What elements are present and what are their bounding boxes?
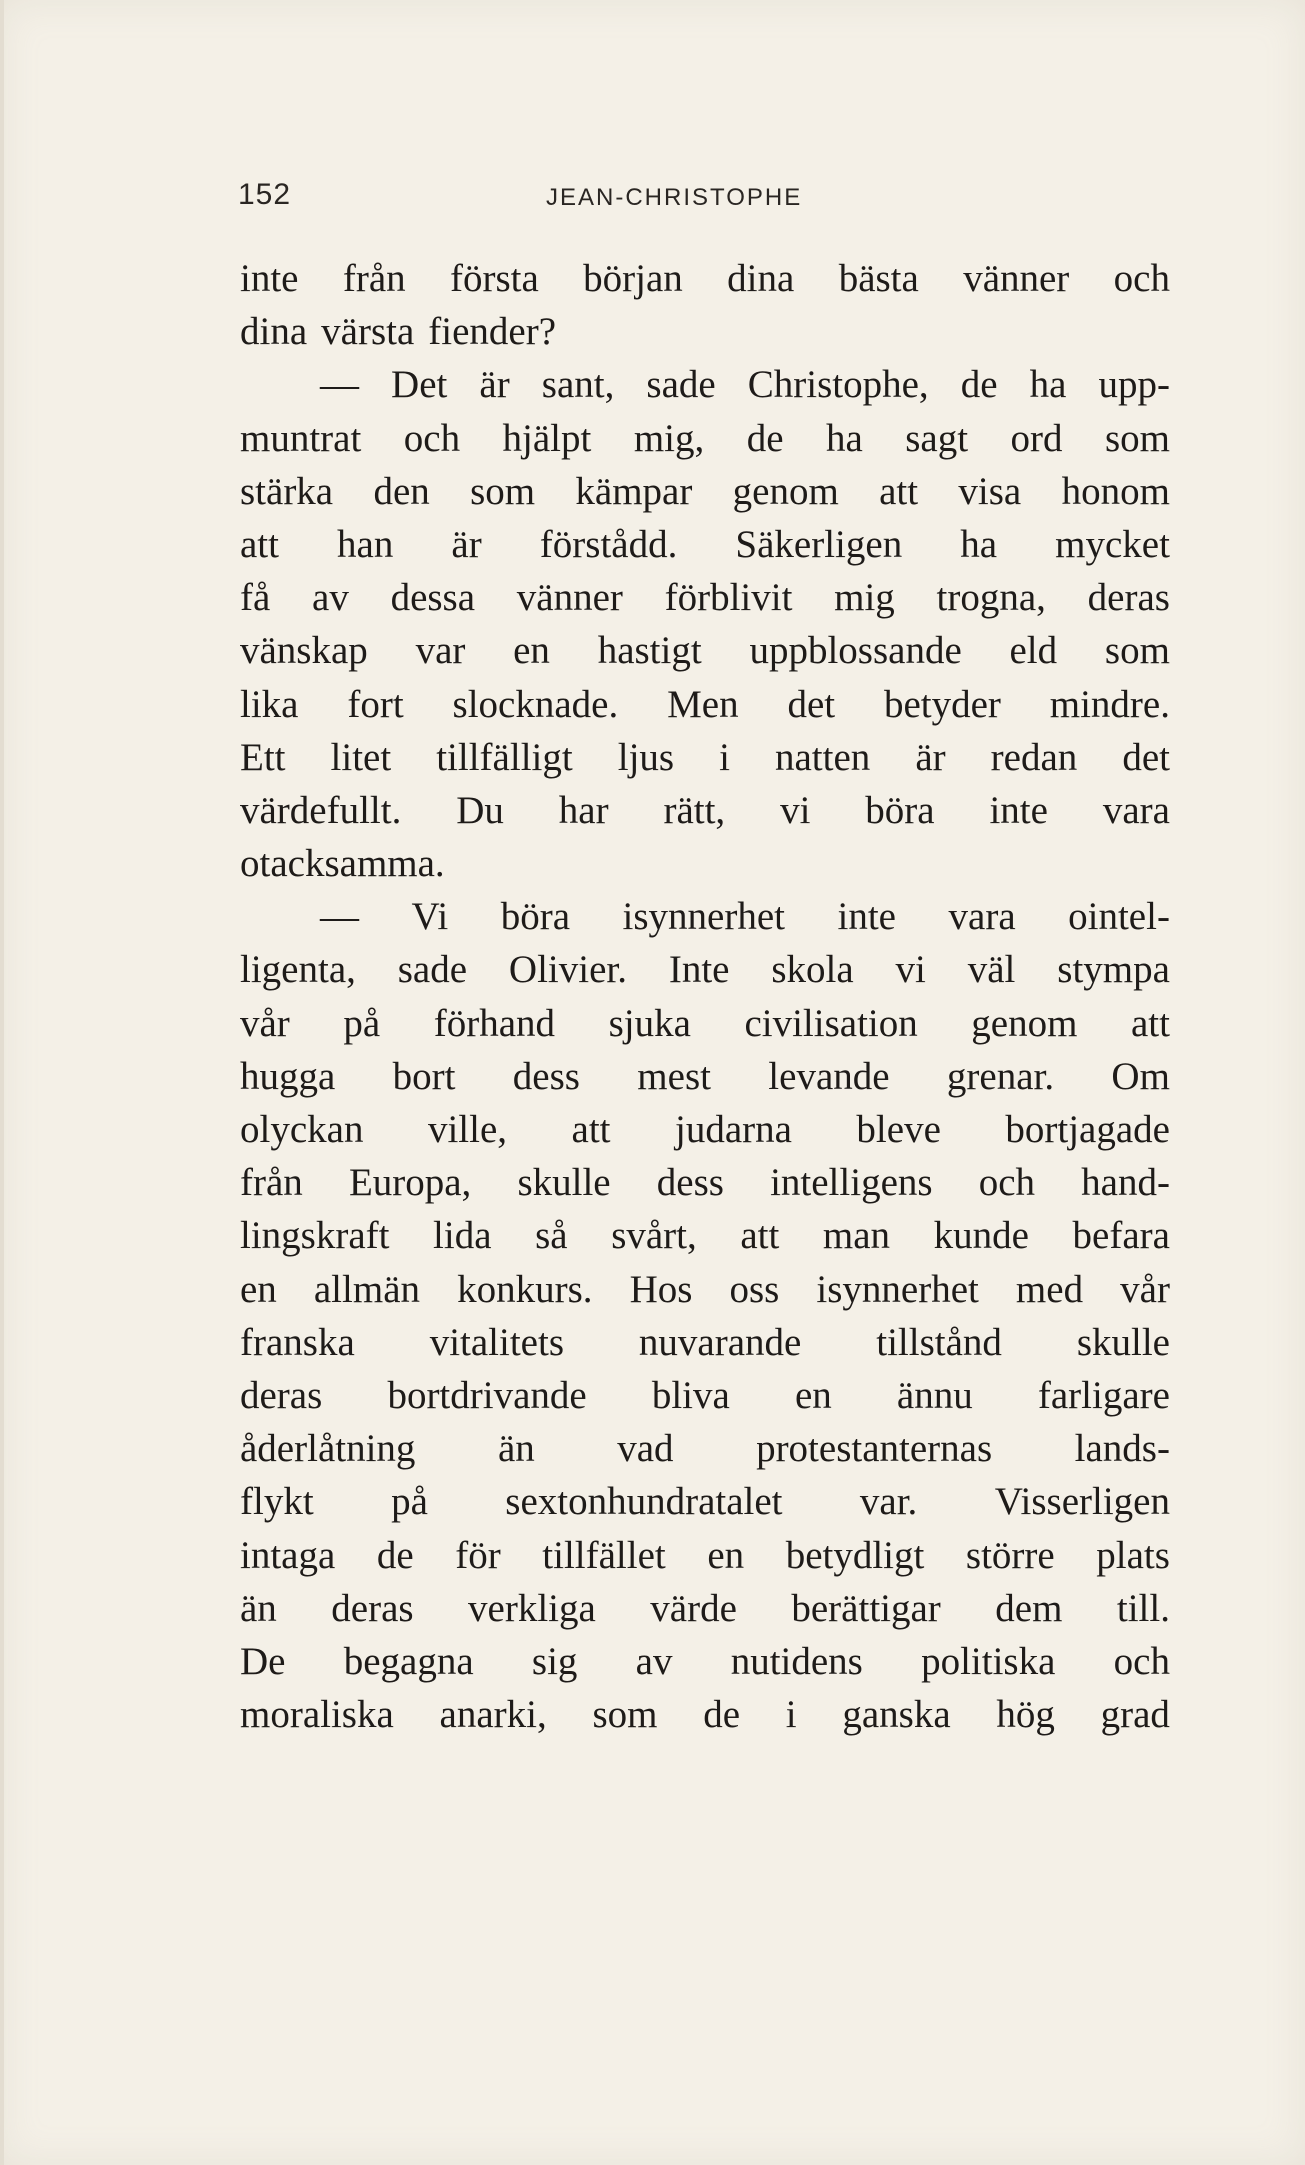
word: civilisation xyxy=(744,1001,918,1045)
word: genom xyxy=(971,1001,1078,1045)
word: är xyxy=(915,735,946,779)
text-line xyxy=(240,1209,1170,1262)
word: sextonhundratalet xyxy=(505,1480,783,1524)
word: vara xyxy=(1102,788,1170,832)
word: hugga xyxy=(240,1054,336,1098)
word: mig xyxy=(834,576,895,620)
word: fiender? xyxy=(428,310,557,354)
word: plats xyxy=(1096,1533,1170,1577)
word: nuvarande xyxy=(638,1320,802,1364)
text-line xyxy=(240,1156,1170,1209)
word: vänskap xyxy=(240,629,368,673)
word: grad xyxy=(1100,1693,1170,1737)
word: Vi xyxy=(411,895,449,939)
word: skola xyxy=(771,948,854,992)
word: inte xyxy=(837,895,896,939)
word: tillstånd xyxy=(876,1320,1002,1364)
word: hög xyxy=(996,1693,1055,1737)
word: få xyxy=(240,576,271,620)
word: mycket xyxy=(1055,522,1170,566)
text-line xyxy=(240,624,1170,677)
word: allmän xyxy=(313,1267,421,1311)
word: honom xyxy=(1061,469,1170,513)
word: vara xyxy=(948,895,1016,939)
word: väl xyxy=(967,948,1016,992)
word: bleve xyxy=(856,1108,941,1151)
word: som xyxy=(470,469,536,513)
word: De xyxy=(240,1639,286,1683)
word: en xyxy=(513,629,550,673)
word: inte xyxy=(240,257,299,300)
word: deras xyxy=(240,1373,323,1417)
word: kunde xyxy=(933,1214,1029,1258)
text-line xyxy=(240,1422,1170,1475)
word: isynnerhet xyxy=(816,1267,979,1311)
word: begagna xyxy=(343,1639,474,1683)
word: Visserligen xyxy=(994,1480,1170,1524)
word: i xyxy=(719,735,730,779)
word: lida xyxy=(433,1214,492,1258)
text-line xyxy=(240,1050,1170,1103)
word: det xyxy=(787,682,836,726)
word: sig xyxy=(531,1639,578,1683)
word: Europa, xyxy=(348,1161,472,1205)
word: judarna xyxy=(674,1108,792,1151)
word: han xyxy=(337,522,394,566)
word: mig, xyxy=(633,416,705,460)
word: oss xyxy=(729,1267,780,1311)
word: Du xyxy=(456,788,504,832)
word: rätt, xyxy=(663,788,726,832)
word: genom xyxy=(732,469,839,513)
text-line xyxy=(240,1263,1170,1316)
text-line xyxy=(240,1316,1170,1369)
word: lingskraft xyxy=(240,1214,390,1258)
word: de xyxy=(376,1533,414,1577)
word: bortjagade xyxy=(1005,1108,1170,1151)
word: ha xyxy=(960,522,998,566)
word: och xyxy=(978,1161,1036,1205)
word: att xyxy=(571,1108,611,1151)
word: lika xyxy=(240,682,299,726)
word: eld xyxy=(1009,629,1058,673)
word: franska xyxy=(240,1320,355,1364)
word: redan xyxy=(990,735,1078,779)
text-line xyxy=(240,412,1170,465)
word: från xyxy=(240,1161,303,1205)
word: mest xyxy=(637,1054,711,1098)
word: trogna, xyxy=(936,576,1046,620)
word: man xyxy=(822,1214,891,1258)
word: från xyxy=(342,257,406,300)
word: ligenta, xyxy=(240,948,356,992)
word: Hos xyxy=(629,1267,693,1311)
word: ännu xyxy=(896,1373,973,1417)
page-number: 152 xyxy=(238,178,292,211)
word: böra xyxy=(865,788,935,832)
word: var xyxy=(415,629,466,673)
word: vi xyxy=(780,788,811,832)
word: otacksamma. xyxy=(240,842,445,886)
word: sjuka xyxy=(608,1001,691,1045)
word: Säkerligen xyxy=(735,522,903,566)
word: lands- xyxy=(1074,1427,1170,1471)
word: dina xyxy=(727,257,795,300)
word: den xyxy=(373,469,430,513)
running-title: JEAN-CHRISTOPHE xyxy=(546,184,803,211)
word: konkurs. xyxy=(457,1267,593,1311)
word: kämpar xyxy=(575,469,693,513)
word: vad xyxy=(617,1427,674,1471)
word: bästa xyxy=(838,257,919,300)
word: med xyxy=(1015,1267,1084,1311)
word: och xyxy=(1113,257,1170,300)
word: bort xyxy=(392,1054,456,1098)
word: åderlåtning xyxy=(240,1427,416,1471)
word: intelligens xyxy=(770,1161,933,1205)
word: förstådd. xyxy=(539,522,678,566)
text-line xyxy=(240,1103,1170,1156)
word: värsta xyxy=(321,310,415,354)
word: av xyxy=(312,576,349,620)
word: nutidens xyxy=(730,1639,863,1683)
word: fort xyxy=(347,682,404,726)
word: tillfälligt xyxy=(436,735,573,779)
word: Inte xyxy=(668,948,730,992)
word: är xyxy=(479,363,510,407)
word: i xyxy=(785,1693,797,1737)
word: uppblossande xyxy=(749,629,962,673)
word: stympa xyxy=(1057,948,1170,992)
page-edge xyxy=(0,0,4,2165)
word: natten xyxy=(775,735,871,779)
word: visa xyxy=(958,469,1022,513)
word: politiska xyxy=(921,1639,1056,1683)
word: sade xyxy=(646,363,716,407)
word: dessa xyxy=(390,576,476,620)
text-line xyxy=(240,1688,1170,1741)
text-line xyxy=(240,358,1170,411)
word: vänner xyxy=(963,257,1070,300)
word: upp- xyxy=(1098,363,1170,407)
word: böra xyxy=(500,895,571,939)
word: mindre. xyxy=(1049,682,1170,726)
word: vitalitets xyxy=(429,1320,564,1364)
word: sade xyxy=(397,948,468,992)
word: vår xyxy=(240,1001,290,1045)
word: är xyxy=(451,522,482,566)
text-line xyxy=(240,997,1170,1050)
word: inte xyxy=(989,788,1048,832)
word: Ett xyxy=(240,735,286,779)
text-line xyxy=(240,1529,1170,1582)
word: berättigar xyxy=(791,1586,941,1630)
text-line xyxy=(240,465,1170,518)
word: dina xyxy=(240,310,308,354)
word: som xyxy=(1104,629,1170,673)
word: de xyxy=(960,363,998,407)
word: vi xyxy=(895,948,926,992)
word: deras xyxy=(1087,576,1170,620)
word: och xyxy=(403,416,461,460)
text-line xyxy=(240,1369,1170,1422)
word: ville, xyxy=(427,1108,508,1151)
word: för xyxy=(455,1533,501,1577)
word: som xyxy=(592,1693,658,1737)
text-line xyxy=(240,678,1170,731)
word: värde xyxy=(650,1586,737,1630)
word: befara xyxy=(1072,1214,1170,1258)
word: muntrat xyxy=(240,416,362,460)
word: sant, xyxy=(541,363,615,407)
word: verkliga xyxy=(468,1586,596,1630)
word: dem xyxy=(995,1586,1063,1630)
word: tillfället xyxy=(542,1533,666,1577)
word: förhand xyxy=(433,1001,556,1045)
word: levande xyxy=(768,1054,890,1098)
text-line xyxy=(240,943,1170,996)
word: protestanternas xyxy=(756,1427,993,1471)
word: en xyxy=(794,1373,832,1417)
word: att xyxy=(1131,1001,1170,1045)
word: hastigt xyxy=(597,629,702,673)
word: som xyxy=(1104,416,1170,460)
word: än xyxy=(240,1586,277,1630)
word: bliva xyxy=(651,1373,730,1417)
word: det xyxy=(1122,735,1170,779)
word: Olivier. xyxy=(508,948,627,992)
text-line xyxy=(240,784,1170,837)
word: till. xyxy=(1116,1586,1170,1630)
word: hjälpt xyxy=(502,416,592,460)
word: ointel- xyxy=(1068,895,1170,939)
text-line xyxy=(240,571,1170,624)
word: betydligt xyxy=(785,1533,925,1577)
word: ljus xyxy=(617,735,675,779)
word: förblivit xyxy=(664,576,793,620)
text-line xyxy=(240,1635,1170,1688)
word: svårt, xyxy=(611,1214,697,1258)
word: anarki, xyxy=(439,1693,547,1737)
word: sagt xyxy=(905,416,969,460)
word: hand- xyxy=(1081,1161,1170,1205)
word: på xyxy=(391,1480,428,1524)
word: olyckan xyxy=(240,1108,364,1151)
word: de xyxy=(746,416,784,460)
word: ord xyxy=(1010,416,1063,460)
word: isynnerhet xyxy=(622,895,785,939)
word: skulle xyxy=(517,1161,611,1205)
text-line xyxy=(240,305,1170,358)
word: — xyxy=(320,363,359,407)
word: ganska xyxy=(842,1693,951,1737)
word: farligare xyxy=(1037,1373,1170,1417)
word: en xyxy=(240,1267,277,1311)
word: grenar. xyxy=(946,1054,1055,1098)
word: att xyxy=(879,469,919,513)
word: Men xyxy=(667,682,739,726)
word: de xyxy=(703,1693,741,1737)
word: Det xyxy=(391,363,448,407)
word: har xyxy=(558,788,609,832)
word: skulle xyxy=(1076,1320,1170,1364)
word: att xyxy=(240,522,279,566)
word: var. xyxy=(859,1480,918,1524)
word: dess xyxy=(656,1161,724,1205)
word: ha xyxy=(825,416,863,460)
word: på xyxy=(343,1001,381,1045)
word: ha xyxy=(1029,363,1067,407)
text-line xyxy=(240,252,1170,305)
word: dess xyxy=(512,1054,580,1098)
word: större xyxy=(965,1533,1055,1577)
word: flykt xyxy=(240,1480,314,1524)
word: vänner xyxy=(516,576,623,620)
word: — xyxy=(320,895,359,939)
word: litet xyxy=(330,735,392,779)
text-line xyxy=(240,890,1170,943)
word: en xyxy=(707,1533,745,1577)
word: Christophe, xyxy=(747,363,929,407)
word: än xyxy=(497,1427,535,1471)
text-line xyxy=(240,837,1170,890)
word: att xyxy=(740,1214,780,1258)
page-header xyxy=(238,178,1168,218)
word: stärka xyxy=(240,469,334,513)
word: bortdrivande xyxy=(387,1373,587,1417)
word: Om xyxy=(1111,1054,1170,1098)
word: betyder xyxy=(883,682,1001,726)
word: intaga xyxy=(240,1533,336,1577)
word: moraliska xyxy=(240,1693,394,1737)
word: första xyxy=(450,257,539,300)
text-line xyxy=(240,1475,1170,1528)
text-line xyxy=(240,1582,1170,1635)
body-text xyxy=(240,252,1170,1741)
word: av xyxy=(635,1639,673,1683)
word: deras xyxy=(331,1586,414,1630)
word: så xyxy=(535,1214,568,1258)
word: vår xyxy=(1120,1267,1170,1311)
text-line xyxy=(240,518,1170,571)
word: slocknade. xyxy=(452,682,619,726)
text-line xyxy=(240,731,1170,784)
word: början xyxy=(583,257,683,300)
word: och xyxy=(1113,1639,1170,1683)
word: värdefullt. xyxy=(240,788,402,832)
